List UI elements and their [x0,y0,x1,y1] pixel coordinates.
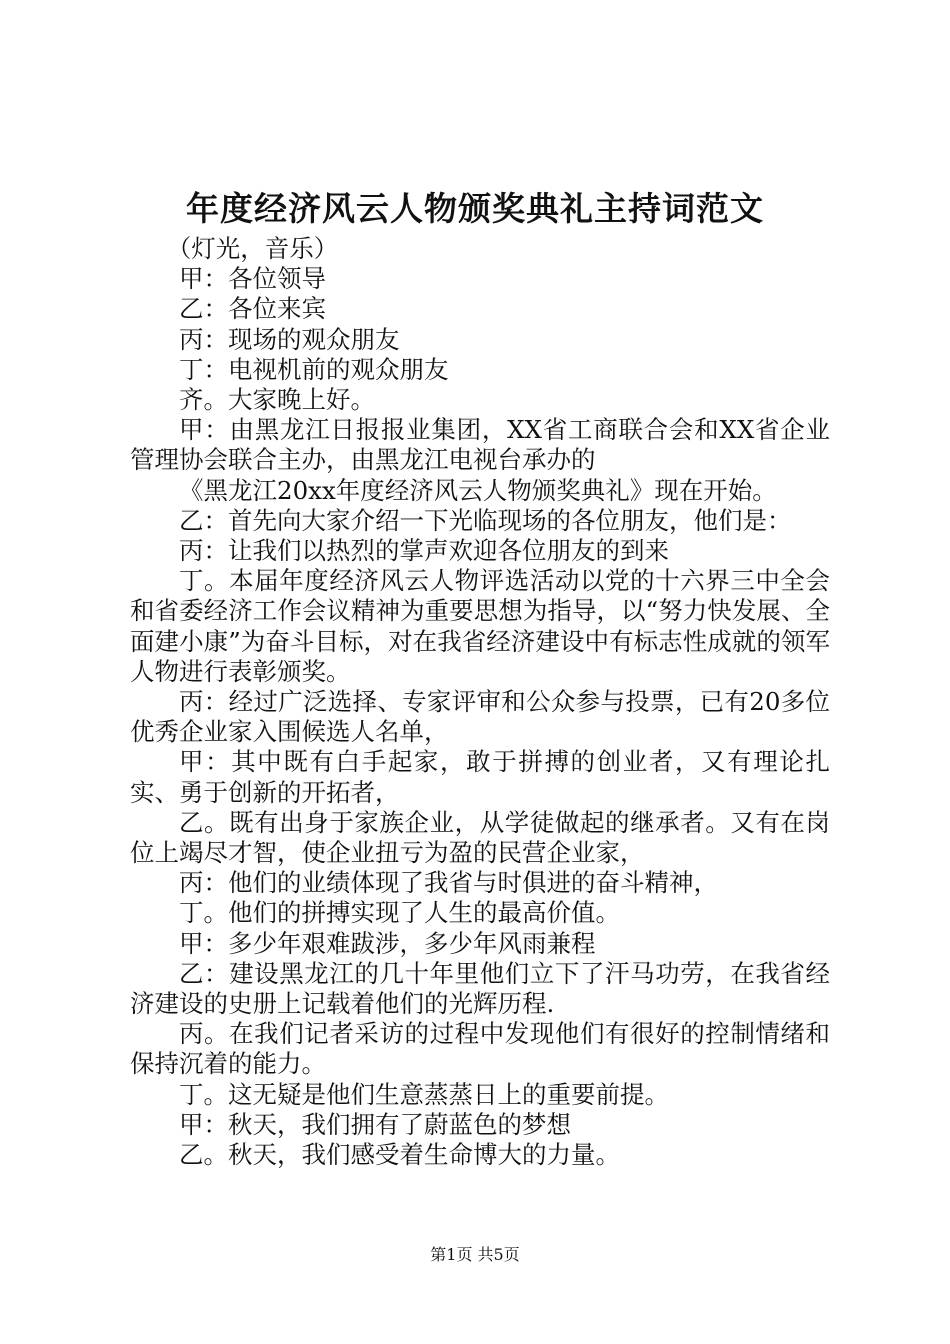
paragraph: 丁。本届年度经济风云人物评选活动以党的十六界三中全会和省委经济工作会议精神为重要思想为指导，以“努力快发展、全面建小康”为奋斗目标，对在我省经济建设中有标志性成就的领军人物进行表彰颁奖。 [130,566,830,686]
paragraph: 乙。秋天，我们感受着生命博大的力量。 [179,1140,620,1170]
paragraph: 丙：让我们以热烈的掌声欢迎各位朋友的到来 [179,536,669,566]
paragraph: 丁。他们的拼搏实现了人生的最高价值。 [179,898,620,928]
paragraph: 甲：多少年艰难跋涉，多少年风雨兼程 [179,928,596,958]
paragraph: 甲：秋天，我们拥有了蔚蓝色的梦想 [179,1109,571,1139]
document-title: 年度经济风云人物颁奖典礼主持词范文 [186,189,764,228]
page-footer: 第1页 共5页 [430,1245,520,1264]
paragraph: 丙。在我们记者采访的过程中发现他们有很好的控制情绪和保持沉着的能力。 [130,1019,830,1079]
paragraph: 甲：其中既有白手起家，敢于拼搏的创业者，又有理论扎实、勇于创新的开拓者， [130,747,830,807]
paragraph: 乙。既有出身于家族企业，从学徒做起的继承者。又有在岗位上竭尽才智，使企业扭亏为盈的民营企业家， [130,807,830,868]
paragraph: 乙：建设黑龙江的几十年里他们立下了汗马功劳，在我省经济建设的史册上记载着他们的光辉历程. [130,958,830,1019]
paragraph: （灯光，音乐） [166,234,339,263]
paragraph: 《黑龙江20xx年度经济风云人物颁奖典礼》现在开始。 [179,475,777,505]
paragraph: 甲：各位领导 [179,264,326,294]
paragraph: 乙：各位来宾 [179,294,326,324]
paragraph: 乙：首先向大家介绍一下光临现场的各位朋友，他们是： [179,505,792,535]
paragraph: 甲：由黑龙江日报报业集团，XX省工商联合会和XX省企业管理协会联合主办，由黑龙江电视台承办的 [130,415,830,475]
paragraph: 丙：现场的观众朋友 [179,324,400,354]
paragraph: 齐。大家晚上好。 [179,385,375,415]
paragraph: 丙：他们的业绩体现了我省与时俱进的奋斗精神， [179,868,718,898]
paragraph: 丁：电视机前的观众朋友 [179,354,449,384]
document-body [130,234,830,1170]
paragraph: 丙：经过广泛选择、专家评审和公众参与投票，已有20多位优秀企业家入围候选人名单， [130,687,830,747]
paragraph: 丁。这无疑是他们生意蒸蒸日上的重要前提。 [179,1079,669,1109]
